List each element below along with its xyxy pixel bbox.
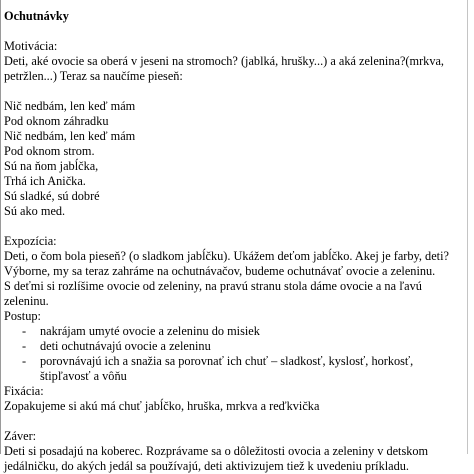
song-line-5: Sú na ňom jabĺčka, — [4, 159, 99, 173]
postup-item-text: deti ochutnávajú ovocie a zeleninu — [40, 339, 211, 353]
postup-item-1 — [4, 324, 466, 339]
motivacia-line-1: Deti, aké ovocie sa oberá v jeseni na stromoch? (jablká, hrušky...) a aká zelenina?(mrkva, — [4, 54, 444, 68]
expozicia-line-3: S deťmi si rozlíšime ovocie od zeleniny, na pravú stranu stola dáme ovocie a na ľavú — [4, 279, 422, 293]
dash-bullet: - — [22, 339, 27, 353]
spacer — [4, 84, 466, 99]
song-line-1: Nič nedbám, len keď mám — [4, 99, 136, 113]
spacer — [4, 219, 466, 234]
postup-item-3 — [4, 354, 466, 384]
spacer — [4, 24, 466, 39]
postup-item-text: nakrájam umyté ovocie a zeleninu do misiek — [40, 324, 260, 338]
motivacia-heading: Motivácia: — [4, 39, 58, 53]
song-line-3: Nič nedbám, len keď mám — [4, 129, 136, 143]
postup-item-2 — [4, 339, 466, 354]
expozicia-line-2: Výborne, my sa teraz zahráme na ochutnávačov, budeme ochutnávať ovocie a zeleninu. — [4, 264, 436, 278]
motivacia-line-2: petržlen...) Teraz sa naučíme pieseň: — [4, 69, 183, 83]
expozicia-line-4: zeleninu. — [4, 294, 49, 308]
expozicia-line-1: Deti, o čom bola pieseň? (o sladkom jabĺčku). Ukážem deťom jabĺčko. Akej je farby, deti? — [4, 249, 449, 263]
song-line-2: Pod oknom záhradku — [4, 114, 109, 128]
spacer — [4, 414, 466, 429]
postup-item-text: porovnávajú ich a snažia sa porovnať ich chuť – sladkosť, kyslosť, horkosť, štipľavosť a vôňu — [40, 354, 414, 383]
song-line-7: Sú sladké, sú dobré — [4, 189, 100, 203]
page-left-border — [0, 0, 1, 454]
dash-bullet: - — [22, 354, 27, 368]
page-right-border — [467, 0, 468, 454]
fixacia-line-1: Zopakujeme si akú má chuť jabĺčko, hruška, mrkva a reďkvička — [4, 399, 320, 413]
zaver-line-1: Deti si posadajú na koberec. Rozprávame sa o dôležitosti ovocia a zeleniny v detskom — [4, 444, 429, 458]
document-body — [4, 9, 466, 474]
dash-bullet: - — [22, 324, 27, 338]
postup-heading: Postup: — [4, 309, 41, 323]
song-line-8: Sú ako med. — [4, 204, 66, 218]
document-title: Ochutnávky — [4, 9, 69, 23]
zaver-line-2: jedálničku, do akých jedál sa používajú, deti aktivizujem tiež k uvedeniu príkladu. — [4, 459, 409, 473]
fixacia-heading: Fixácia: — [4, 384, 44, 398]
expozicia-heading: Expozícia: — [4, 234, 57, 248]
song-line-6: Trhá ich Anička. — [4, 174, 86, 188]
song-line-4: Pod oknom strom. — [4, 144, 95, 158]
zaver-heading: Záver: — [4, 429, 37, 443]
